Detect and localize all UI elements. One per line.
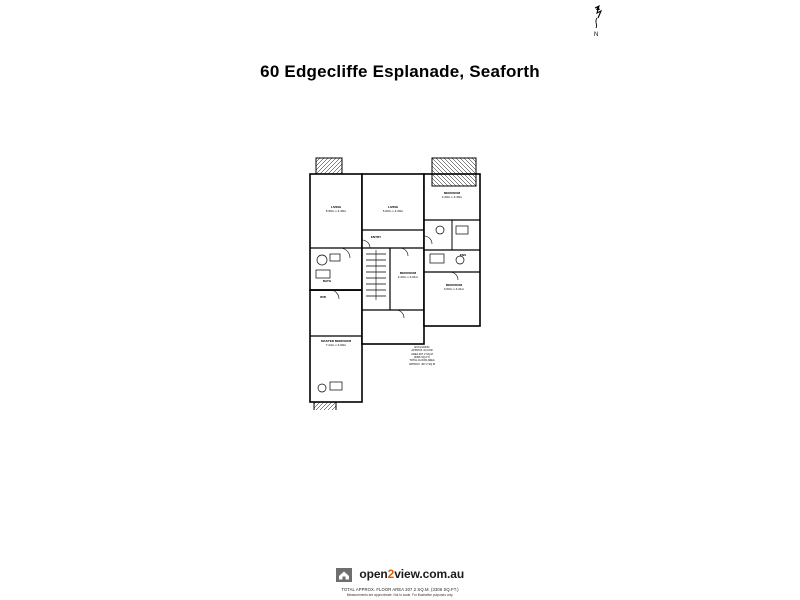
room-label-bedroom-2: BEDROOM 4.20m x 3.01m bbox=[397, 271, 419, 279]
brand-wordmark: open2view.com.au bbox=[359, 567, 465, 582]
north-arrow-icon bbox=[586, 4, 610, 38]
north-letter: N bbox=[594, 32, 599, 38]
footer-area-text: TOTAL APPROX. FLOOR AREA 307.2 SQ.M. (3306 SQ.FT.) bbox=[341, 587, 459, 592]
room-label-wr: W/R bbox=[319, 295, 326, 299]
room-label-bedroom-1: BEDROOM 4.20m x 3.30m bbox=[441, 191, 463, 199]
page-title: 60 Edgecliffe Esplanade, Seaforth bbox=[260, 62, 540, 81]
floorplan-drawing bbox=[300, 150, 500, 410]
house-icon bbox=[336, 568, 352, 582]
room-label-living-2: LIVING 5.00m x 4.20m bbox=[382, 205, 404, 213]
room-label-entry: ENTRY bbox=[370, 235, 382, 239]
footer-disclaimer: Measurements are approximate. Not to scale. For illustrative purposes only. bbox=[346, 593, 454, 597]
room-label-ens: ENS bbox=[459, 253, 467, 257]
room-label-master-bedroom: MASTER BEDROOM 7.24m x 3.60m bbox=[320, 339, 352, 347]
room-label-bath: BATH bbox=[322, 279, 332, 283]
room-label-bedroom-3: BEDROOM 3.60m x 3.21m bbox=[443, 283, 465, 291]
room-label-living-1: LIVING 5.95m x 4.30m bbox=[325, 205, 347, 213]
area-note: EXCLUDING APPROX. FLOOR AREA 307.2 SQ.M (3306 SQ.FT.) TOTAL FLOOR AREA APPROX. 307.2 SQ.M bbox=[408, 346, 436, 366]
footer bbox=[0, 566, 800, 597]
open2view-logo[interactable] bbox=[336, 566, 464, 583]
